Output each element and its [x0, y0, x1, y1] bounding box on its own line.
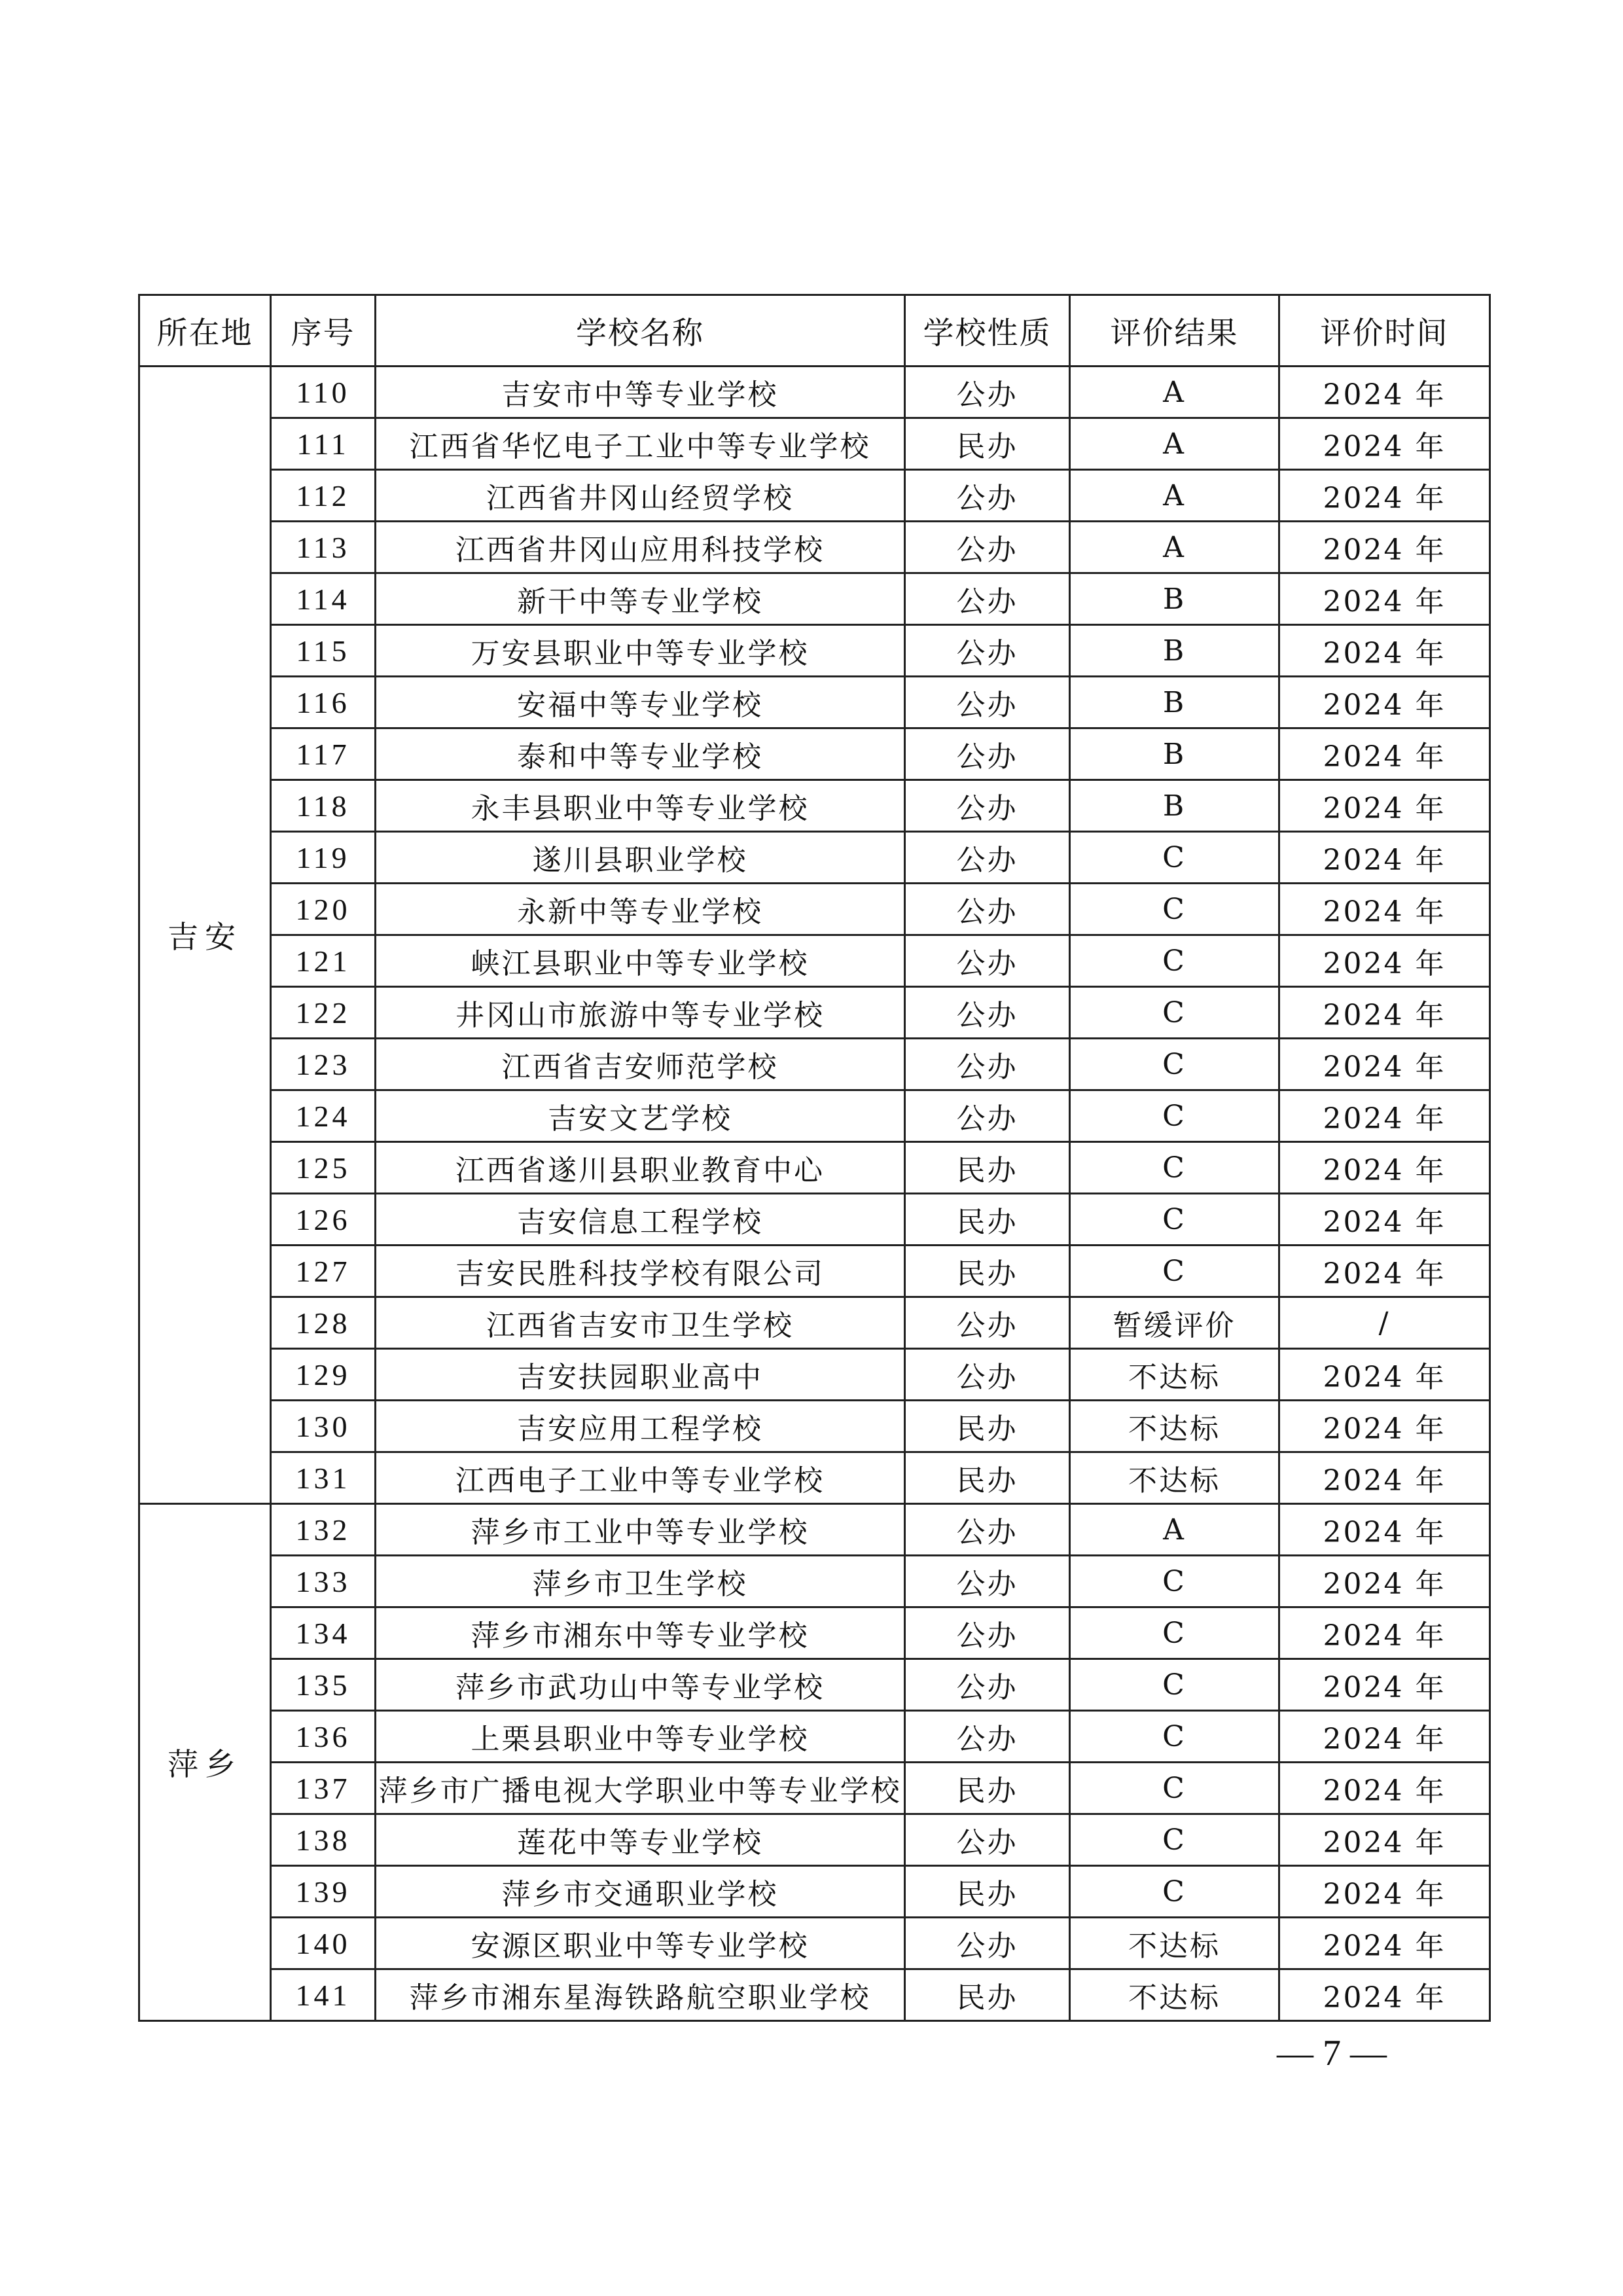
serial-number-cell: 128: [271, 1297, 376, 1349]
evaluation-result-cell: C: [1070, 935, 1279, 987]
serial-number-cell: 125: [271, 1142, 376, 1194]
evaluation-result-cell: A: [1070, 1504, 1279, 1556]
serial-number-cell: 123: [271, 1039, 376, 1090]
serial-number-cell: 139: [271, 1866, 376, 1918]
school-type-cell: 公办: [905, 1504, 1070, 1556]
school-type-cell: 公办: [905, 1607, 1070, 1659]
table-row: [139, 1297, 1490, 1349]
evaluation-time-cell: 2024 年: [1279, 1039, 1490, 1090]
evaluation-result-cell: 不达标: [1070, 1349, 1279, 1401]
evaluation-time-cell: 2024 年: [1279, 367, 1490, 418]
school-name-cell: 井冈山市旅游中等专业学校: [376, 987, 905, 1039]
serial-number-cell: 110: [271, 367, 376, 418]
school-name-cell: 江西省井冈山应用科技学校: [376, 522, 905, 573]
evaluation-result-cell: C: [1070, 832, 1279, 884]
serial-number-cell: 130: [271, 1401, 376, 1452]
school-type-cell: 民办: [905, 1142, 1070, 1194]
evaluation-time-cell: 2024 年: [1279, 1814, 1490, 1866]
table-row: [139, 367, 1490, 418]
evaluation-time-cell: 2024 年: [1279, 935, 1490, 987]
evaluation-time-cell: 2024 年: [1279, 625, 1490, 677]
evaluation-time-cell: 2024 年: [1279, 1866, 1490, 1918]
school-name-cell: 萍乡市湘东中等专业学校: [376, 1607, 905, 1659]
serial-number-cell: 113: [271, 522, 376, 573]
evaluation-result-cell: 不达标: [1070, 1969, 1279, 2021]
school-name-cell: 江西省吉安市卫生学校: [376, 1297, 905, 1349]
school-name-cell: 萍乡市卫生学校: [376, 1556, 905, 1607]
serial-number-cell: 122: [271, 987, 376, 1039]
school-type-cell: 民办: [905, 418, 1070, 470]
serial-number-cell: 133: [271, 1556, 376, 1607]
evaluation-time-cell: 2024 年: [1279, 884, 1490, 935]
school-name-cell: 莲花中等专业学校: [376, 1814, 905, 1866]
school-name-cell: 吉安扶园职业高中: [376, 1349, 905, 1401]
table-row: [139, 573, 1490, 625]
evaluation-result-cell: C: [1070, 987, 1279, 1039]
evaluation-result-cell: B: [1070, 573, 1279, 625]
school-name-cell: 江西省华忆电子工业中等专业学校: [376, 418, 905, 470]
school-type-cell: 公办: [905, 1814, 1070, 1866]
school-name-cell: 吉安应用工程学校: [376, 1401, 905, 1452]
evaluation-result-cell: B: [1070, 677, 1279, 728]
table-row: [139, 1711, 1490, 1763]
evaluation-result-cell: C: [1070, 884, 1279, 935]
evaluation-time-cell: 2024 年: [1279, 1659, 1490, 1711]
school-name-cell: 吉安民胜科技学校有限公司: [376, 1246, 905, 1297]
school-type-cell: 民办: [905, 1194, 1070, 1246]
evaluation-time-cell: 2024 年: [1279, 1504, 1490, 1556]
evaluation-result-cell: C: [1070, 1142, 1279, 1194]
evaluation-result-cell: C: [1070, 1659, 1279, 1711]
school-type-cell: 公办: [905, 1349, 1070, 1401]
school-name-cell: 萍乡市交通职业学校: [376, 1866, 905, 1918]
table-row: [139, 677, 1490, 728]
evaluation-result-cell: A: [1070, 470, 1279, 522]
serial-number-cell: 115: [271, 625, 376, 677]
school-type-cell: 民办: [905, 1452, 1070, 1504]
school-name-cell: 泰和中等专业学校: [376, 728, 905, 780]
table-row: [139, 522, 1490, 573]
school-name-cell: 新干中等专业学校: [376, 573, 905, 625]
school-name-cell: 上栗县职业中等专业学校: [376, 1711, 905, 1763]
school-type-cell: 公办: [905, 1659, 1070, 1711]
table-row: [139, 1969, 1490, 2021]
evaluation-time-cell: 2024 年: [1279, 1969, 1490, 2021]
header-location: 所在地: [139, 295, 271, 367]
school-type-cell: 民办: [905, 1246, 1070, 1297]
table-row: [139, 1246, 1490, 1297]
location-cell: 萍乡: [139, 1504, 271, 2021]
school-name-cell: 永新中等专业学校: [376, 884, 905, 935]
school-type-cell: 民办: [905, 1969, 1070, 2021]
evaluation-time-cell: 2024 年: [1279, 1918, 1490, 1969]
serial-number-cell: 135: [271, 1659, 376, 1711]
school-name-cell: 萍乡市湘东星海铁路航空职业学校: [376, 1969, 905, 2021]
evaluation-time-cell: 2024 年: [1279, 832, 1490, 884]
evaluation-result-cell: C: [1070, 1763, 1279, 1814]
school-type-cell: 民办: [905, 1401, 1070, 1452]
school-name-cell: 安源区职业中等专业学校: [376, 1918, 905, 1969]
evaluation-result-cell: B: [1070, 728, 1279, 780]
serial-number-cell: 138: [271, 1814, 376, 1866]
table-row: [139, 625, 1490, 677]
table-row: [139, 1607, 1490, 1659]
school-name-cell: 萍乡市武功山中等专业学校: [376, 1659, 905, 1711]
school-type-cell: 公办: [905, 367, 1070, 418]
table-row: [139, 728, 1490, 780]
evaluation-result-cell: C: [1070, 1194, 1279, 1246]
evaluation-result-cell: C: [1070, 1039, 1279, 1090]
school-name-cell: 遂川县职业学校: [376, 832, 905, 884]
table-row: [139, 418, 1490, 470]
school-name-cell: 江西省吉安师范学校: [376, 1039, 905, 1090]
header-evaluation-time: 评价时间: [1279, 295, 1490, 367]
evaluation-result-cell: A: [1070, 418, 1279, 470]
evaluation-time-cell: 2024 年: [1279, 1607, 1490, 1659]
school-name-cell: 江西省遂川县职业教育中心: [376, 1142, 905, 1194]
school-name-cell: 永丰县职业中等专业学校: [376, 780, 905, 832]
evaluation-time-cell: 2024 年: [1279, 1090, 1490, 1142]
school-type-cell: 公办: [905, 625, 1070, 677]
serial-number-cell: 116: [271, 677, 376, 728]
evaluation-result-cell: C: [1070, 1556, 1279, 1607]
evaluation-result-cell: A: [1070, 367, 1279, 418]
evaluation-time-cell: 2024 年: [1279, 1711, 1490, 1763]
school-type-cell: 公办: [905, 1090, 1070, 1142]
evaluation-result-cell: B: [1070, 625, 1279, 677]
table-row: [139, 1866, 1490, 1918]
school-name-cell: 吉安市中等专业学校: [376, 367, 905, 418]
school-name-cell: 万安县职业中等专业学校: [376, 625, 905, 677]
school-evaluation-table: [138, 294, 1491, 2022]
evaluation-result-cell: 不达标: [1070, 1918, 1279, 1969]
evaluation-result-cell: 暂缓评价: [1070, 1297, 1279, 1349]
school-type-cell: 公办: [905, 1556, 1070, 1607]
serial-number-cell: 114: [271, 573, 376, 625]
school-type-cell: 公办: [905, 470, 1070, 522]
evaluation-time-cell: 2024 年: [1279, 728, 1490, 780]
evaluation-result-cell: C: [1070, 1814, 1279, 1866]
evaluation-result-cell: B: [1070, 780, 1279, 832]
school-type-cell: 民办: [905, 1763, 1070, 1814]
evaluation-time-cell: 2024 年: [1279, 1452, 1490, 1504]
serial-number-cell: 117: [271, 728, 376, 780]
table-row: [139, 1556, 1490, 1607]
evaluation-result-cell: C: [1070, 1711, 1279, 1763]
serial-number-cell: 126: [271, 1194, 376, 1246]
serial-number-cell: 127: [271, 1246, 376, 1297]
table-row: [139, 1142, 1490, 1194]
evaluation-table-container: [138, 294, 1489, 2022]
evaluation-time-cell: 2024 年: [1279, 573, 1490, 625]
school-type-cell: 公办: [905, 573, 1070, 625]
table-row: [139, 1401, 1490, 1452]
table-row: [139, 1349, 1490, 1401]
table-row: [139, 780, 1490, 832]
table-row: [139, 884, 1490, 935]
table-body: [139, 367, 1490, 2021]
evaluation-result-cell: 不达标: [1070, 1401, 1279, 1452]
table-row: [139, 1039, 1490, 1090]
serial-number-cell: 140: [271, 1918, 376, 1969]
table-row: [139, 1452, 1490, 1504]
evaluation-result-cell: C: [1070, 1090, 1279, 1142]
table-row: [139, 1763, 1490, 1814]
serial-number-cell: 137: [271, 1763, 376, 1814]
school-type-cell: 公办: [905, 935, 1070, 987]
school-name-cell: 萍乡市工业中等专业学校: [376, 1504, 905, 1556]
evaluation-time-cell: 2024 年: [1279, 1246, 1490, 1297]
evaluation-time-cell: 2024 年: [1279, 1142, 1490, 1194]
serial-number-cell: 120: [271, 884, 376, 935]
evaluation-time-cell: 2024 年: [1279, 1401, 1490, 1452]
evaluation-time-cell: 2024 年: [1279, 418, 1490, 470]
evaluation-time-cell: /: [1279, 1297, 1490, 1349]
school-name-cell: 吉安文艺学校: [376, 1090, 905, 1142]
header-school-type: 学校性质: [905, 295, 1070, 367]
evaluation-result-cell: A: [1070, 522, 1279, 573]
evaluation-time-cell: 2024 年: [1279, 522, 1490, 573]
table-row: [139, 470, 1490, 522]
evaluation-result-cell: 不达标: [1070, 1452, 1279, 1504]
school-name-cell: 吉安信息工程学校: [376, 1194, 905, 1246]
evaluation-time-cell: 2024 年: [1279, 1194, 1490, 1246]
evaluation-time-cell: 2024 年: [1279, 1556, 1490, 1607]
serial-number-cell: 111: [271, 418, 376, 470]
school-type-cell: 公办: [905, 1297, 1070, 1349]
table-row: [139, 832, 1490, 884]
serial-number-cell: 118: [271, 780, 376, 832]
table-row: [139, 987, 1490, 1039]
table-row: [139, 1918, 1490, 1969]
table-row: [139, 935, 1490, 987]
school-type-cell: 公办: [905, 1711, 1070, 1763]
school-type-cell: 公办: [905, 728, 1070, 780]
header-serial-number: 序号: [271, 295, 376, 367]
school-type-cell: 公办: [905, 987, 1070, 1039]
evaluation-time-cell: 2024 年: [1279, 1349, 1490, 1401]
serial-number-cell: 134: [271, 1607, 376, 1659]
school-type-cell: 公办: [905, 522, 1070, 573]
table-row: [139, 1194, 1490, 1246]
evaluation-result-cell: C: [1070, 1607, 1279, 1659]
evaluation-time-cell: 2024 年: [1279, 780, 1490, 832]
serial-number-cell: 124: [271, 1090, 376, 1142]
evaluation-time-cell: 2024 年: [1279, 1763, 1490, 1814]
school-type-cell: 公办: [905, 780, 1070, 832]
serial-number-cell: 112: [271, 470, 376, 522]
school-name-cell: 峡江县职业中等专业学校: [376, 935, 905, 987]
school-name-cell: 萍乡市广播电视大学职业中等专业学校: [376, 1763, 905, 1814]
school-name-cell: 江西省井冈山经贸学校: [376, 470, 905, 522]
evaluation-result-cell: C: [1070, 1866, 1279, 1918]
serial-number-cell: 136: [271, 1711, 376, 1763]
header-evaluation-result: 评价结果: [1070, 295, 1279, 367]
school-type-cell: 公办: [905, 1039, 1070, 1090]
school-type-cell: 公办: [905, 832, 1070, 884]
evaluation-time-cell: 2024 年: [1279, 677, 1490, 728]
school-type-cell: 公办: [905, 677, 1070, 728]
school-type-cell: 公办: [905, 1918, 1070, 1969]
school-name-cell: 江西电子工业中等专业学校: [376, 1452, 905, 1504]
evaluation-time-cell: 2024 年: [1279, 987, 1490, 1039]
header-school-name: 学校名称: [376, 295, 905, 367]
table-row: [139, 1090, 1490, 1142]
school-name-cell: 安福中等专业学校: [376, 677, 905, 728]
serial-number-cell: 129: [271, 1349, 376, 1401]
evaluation-time-cell: 2024 年: [1279, 470, 1490, 522]
school-type-cell: 公办: [905, 884, 1070, 935]
table-row: [139, 1814, 1490, 1866]
page-number: — 7 —: [1277, 2033, 1387, 2073]
serial-number-cell: 131: [271, 1452, 376, 1504]
serial-number-cell: 132: [271, 1504, 376, 1556]
location-cell: 吉安: [139, 367, 271, 1504]
table-row: [139, 1504, 1490, 1556]
serial-number-cell: 121: [271, 935, 376, 987]
evaluation-result-cell: C: [1070, 1246, 1279, 1297]
serial-number-cell: 119: [271, 832, 376, 884]
table-header-row: [139, 295, 1490, 367]
serial-number-cell: 141: [271, 1969, 376, 2021]
table-row: [139, 1659, 1490, 1711]
school-type-cell: 民办: [905, 1866, 1070, 1918]
